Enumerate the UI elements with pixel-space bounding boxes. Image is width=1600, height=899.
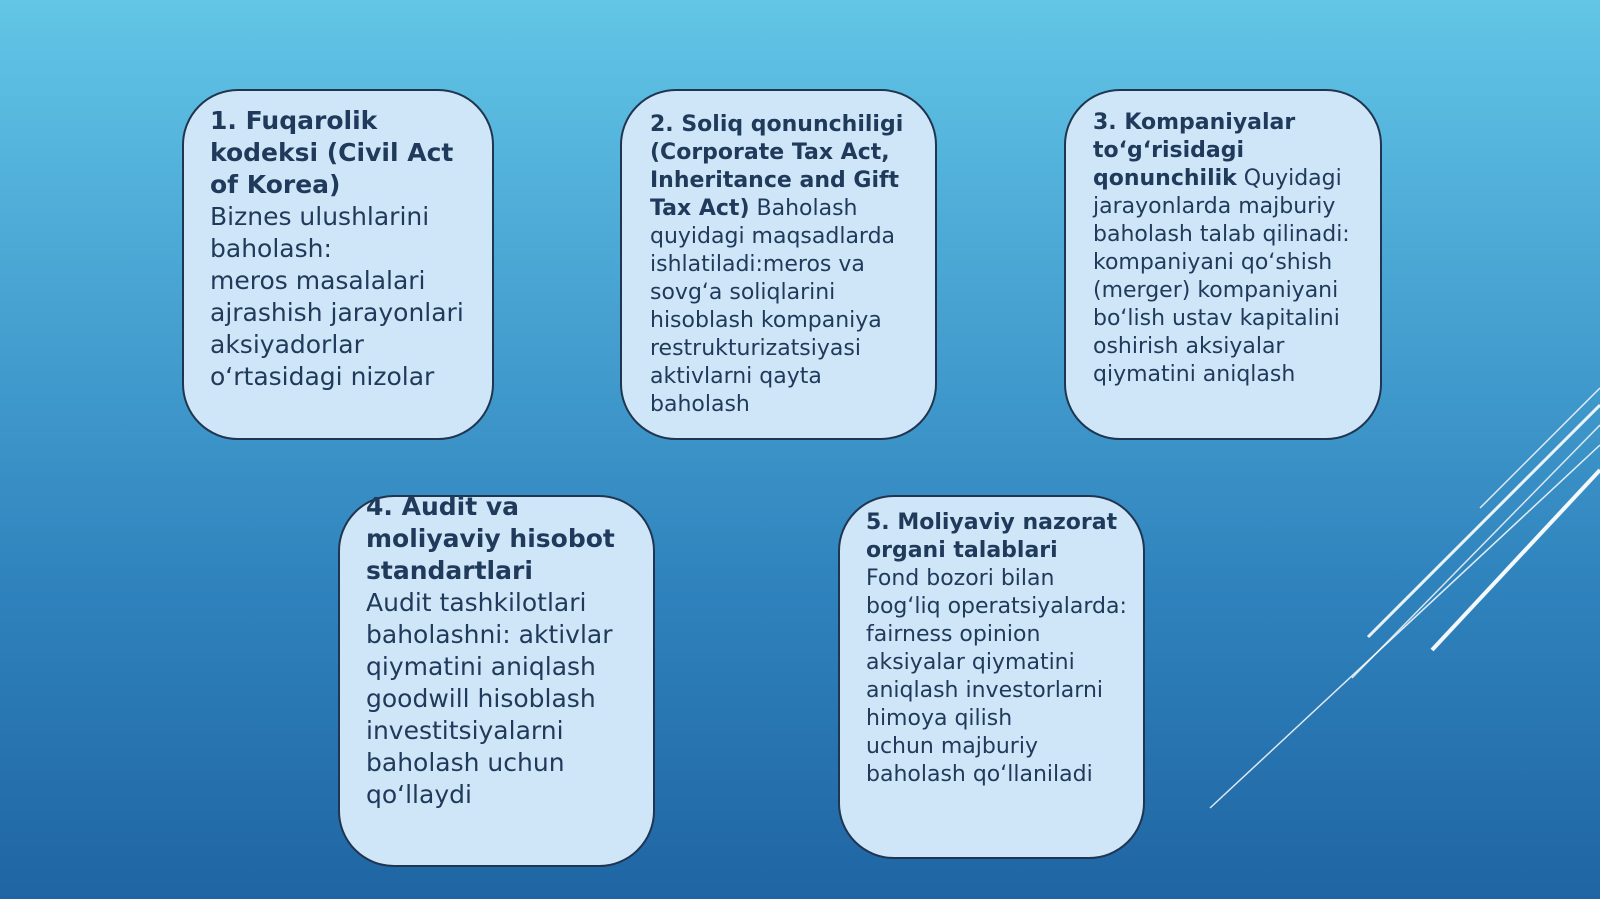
card-financial-regulator: [838, 495, 1145, 859]
decor-line: [1352, 425, 1600, 678]
decor-line: [1432, 470, 1600, 650]
card-body-tail: uchun majburiy baholash qo‘llaniladi: [866, 734, 1093, 787]
card-list-item: aksiyadorlar o‘rtasidagi nizolar: [210, 330, 435, 391]
card-list-item: ajrashish jarayonlari: [210, 298, 464, 327]
decor-line: [1210, 445, 1600, 808]
card-body: Quyidagi jarayonlarda majburiy baholash talab qilinadi: kompaniyani qo‘shish (merger) kompaniyani bo‘lish ustav kapitalini oshirish aksiyalar qiymatini aniqlash: [1093, 166, 1350, 387]
card-title: 4. Audit va moliyaviy hisobot standartlari: [366, 492, 615, 585]
card-company-law: [1064, 89, 1382, 440]
card-body: Baholash quyidagi maqsadlarda ishlatiladi:meros va sovg‘a soliqlarini hisoblash kompaniya restrukturizatsiyasi aktivlarni qayta baholash: [650, 196, 896, 417]
card-body: Audit tashkilotlari baholashni: aktivlar qiymatini aniqlash goodwill hisoblash investitsiyalarni baholash uchun qo‘llaydi: [366, 588, 613, 809]
card-civil-act-text: [210, 105, 472, 393]
card-body: Biznes ulushlarini baholash:: [210, 202, 430, 263]
decor-line: [1480, 388, 1600, 508]
card-financial-regulator-text: [866, 509, 1129, 789]
card-audit-standards: [338, 492, 655, 867]
card-tax-act-text: [650, 111, 919, 419]
decor-line: [1368, 405, 1600, 637]
card-tax-act: [620, 89, 937, 440]
card-body: Fond bozori bilan bog‘liq operatsiyalarda: fairness opinion aksiyalar qiymatini aniqlash investorlarni himoya qilish: [866, 566, 1127, 731]
card-title: 5. Moliyaviy nazorat organi talablari: [866, 510, 1118, 563]
card-company-law-text: [1093, 109, 1364, 389]
card-list-item: meros masalalari: [210, 266, 426, 295]
card-title: 1. Fuqarolik kodeksi (Civil Act of Korea): [210, 106, 454, 199]
card-audit-standards-text: [366, 491, 637, 811]
card-civil-act: [182, 89, 494, 440]
card-title: 2. Soliq qonunchiligi (Corporate Tax Act, Inheritance and Gift Tax Act): [650, 112, 904, 221]
card-title: 3. Kompaniyalar to‘g‘risidagi qonunchilik: [1093, 110, 1296, 191]
